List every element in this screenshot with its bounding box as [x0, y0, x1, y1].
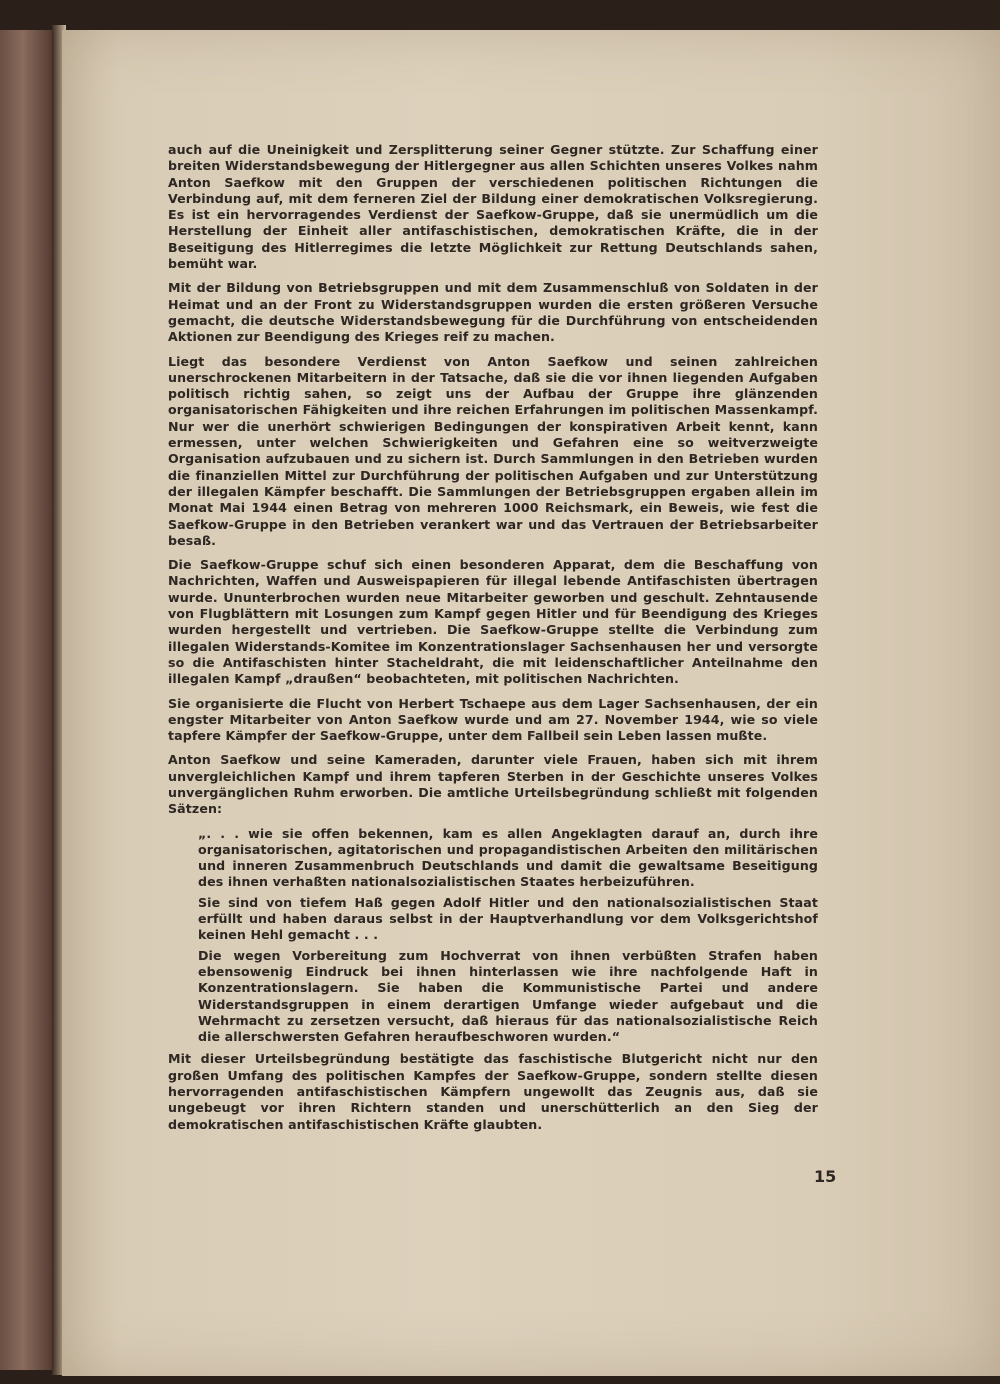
closing-paragraph: Mit dieser Urteilsbegründung bestätigte das faschistische Blutgericht nicht nur den großen Umfang des politischen Kampfes der Saefkow-Gruppe, sondern stellte diesen hervorragenden antifaschistischen Kämpfern ungewollt das Zeugnis aus, daß sie ungebeugt vor ihren Richtern standen und unerschütterlich an den Sieg der demokratischen antifaschistischen Kräfte glaubten.: [168, 1051, 818, 1132]
left-page-edge: [0, 30, 58, 1370]
quote-paragraph: Sie sind von tiefem Haß gegen Adolf Hitler und den nationalsozialistischen Staat erfüllt und haben daraus selbst in der Hauptverhandlung vor dem Volksgerichtshof keinen Hehl gemacht . . .: [198, 894, 818, 943]
paragraph: Anton Saefkow und seine Kameraden, darunter viele Frauen, haben sich mit ihrem unvergleichlichen Kampf und ihrem tapferen Sterben in der Geschichte unseres Volkes unvergänglichen Ruhm erworben. Die amtliche Urteilsbegründung schließt mit folgenden Sätzen:: [168, 752, 818, 817]
paragraph: auch auf die Uneinigkeit und Zersplitterung seiner Gegner stützte. Zur Schaffung einer breiten Widerstandsbewegung der Hitlergegner aus allen Schichten unseres Volkes nahm Anton Saefkow mit den Gruppen der verschiedenen politischen Richtungen die Verbindung auf, mit dem ferneren Ziel der Bildung einer demokratischen Volksregierung. Es ist ein hervorragendes Verdienst der Saefkow-Gruppe, daß sie unermüdlich um die Herstellung der Einheit aller antifaschistischen, demokratischen Kräfte, die in der Beseitigung des Hitlerregimes die letzte Möglichkeit zur Rettung Deutschlands sahen, bemüht war.: [168, 142, 818, 272]
book-page: [62, 30, 1000, 1376]
court-verdict-quote: [198, 826, 818, 1046]
paragraph: Sie organisierte die Flucht von Herbert Tschaepe aus dem Lager Sachsenhausen, der ein engster Mitarbeiter von Anton Saefkow wurde und am 27. November 1944, wie so viele tapfere Kämpfer der Saefkow-Gruppe, unter dem Fallbeil sein Leben lassen mußte.: [168, 695, 818, 744]
quote-paragraph: „. . . wie sie offen bekennen, kam es allen Angeklagten darauf an, durch ihre organisatorischen, agitatorischen und propagandistischen Arbeiten den militärischen und inneren Zusammenbruch Deutschlands und damit die gewaltsame Beseitigung des ihnen verhaßten nationalsozialistischen Staates herbeizuführen.: [198, 825, 818, 890]
page-number: 15: [814, 1167, 837, 1186]
paragraph: Mit der Bildung von Betriebsgruppen und mit dem Zusammenschluß von Soldaten in der Heimat und an der Front zu Widerstandsgruppen wurden die ersten größeren Versuche gemacht, die deutsche Widerstandsbewegung für die Durchführung von entscheidenden Aktionen zur Beendigung des Krieges reif zu machen.: [168, 280, 818, 345]
paragraph: Die Saefkow-Gruppe schuf sich einen besonderen Apparat, dem die Beschaffung von Nachrichten, Waffen und Ausweispapieren für illegal lebende Antifaschisten übertragen wurde. Ununterbrochen wurden neue Mitarbeiter geworben und geschult. Zehntausende von Flugblättern mit Losungen zum Kampf gegen Hitler und für Beendigung des Krieges wurden hergestellt und vertrieben. Die Saefkow-Gruppe stellte die Verbindung zum illegalen Widerstands-Komitee im Konzentrationslager Sachsenhausen her und versorgte so die Antifaschisten hinter Stacheldraht, die mit leidenschaftlicher Anteilnahme den illegalen Kampf „draußen“ beobachteten, mit politischen Nachrichten.: [168, 557, 818, 687]
quote-paragraph: Die wegen Vorbereitung zum Hochverrat von ihnen verbüßten Strafen haben ebensowenig Eindruck bei ihnen hinterlassen wie ihre nachfolgende Haft in Konzentrationslagern. Sie haben die Kommunistische Partei und andere Widerstandsgruppen in einem derartigen Umfange wieder aufgebaut und die Wehrmacht zu zersetzen versucht, daß hieraus für das nationalsozialistische Reich die allerschwersten Gefahren heraufbeschworen wurden.“: [198, 947, 818, 1045]
page-body-text: [168, 142, 818, 1141]
paragraph: Liegt das besondere Verdienst von Anton Saefkow und seinen zahlreichen unerschrockenen Mitarbeitern in der Tatsache, daß sie die vor ihnen liegenden Aufgaben politisch richtig sahen, so zeigt uns der Aufbau der Gruppe ihre glänzenden organisatorischen Fähigkeiten und ihre reichen Erfahrungen im politischen Massenkampf. Nur wer die unerhört schwierigen Bedingungen der konspirativen Arbeit kennt, kann ermessen, unter welchen Schwierigkeiten und Gefahren eine so weitverzweigte Organisation aufzubauen und zu sichern ist. Durch Sammlungen in den Betrieben wurden die finanziellen Mittel zur Durchführung der politischen Aufgaben und zur Unterstützung der illegalen Kämpfer beschafft. Die Sammlungen der Betriebsgruppen ergaben allein im Monat Mai 1944 einen Betrag von mehreren 1000 Reichsmark, ein Beweis, wie fest die Saefkow-Gruppe in den Betrieben verankert war und das Vertrauen der Betriebsarbeiter besaß.: [168, 353, 818, 548]
